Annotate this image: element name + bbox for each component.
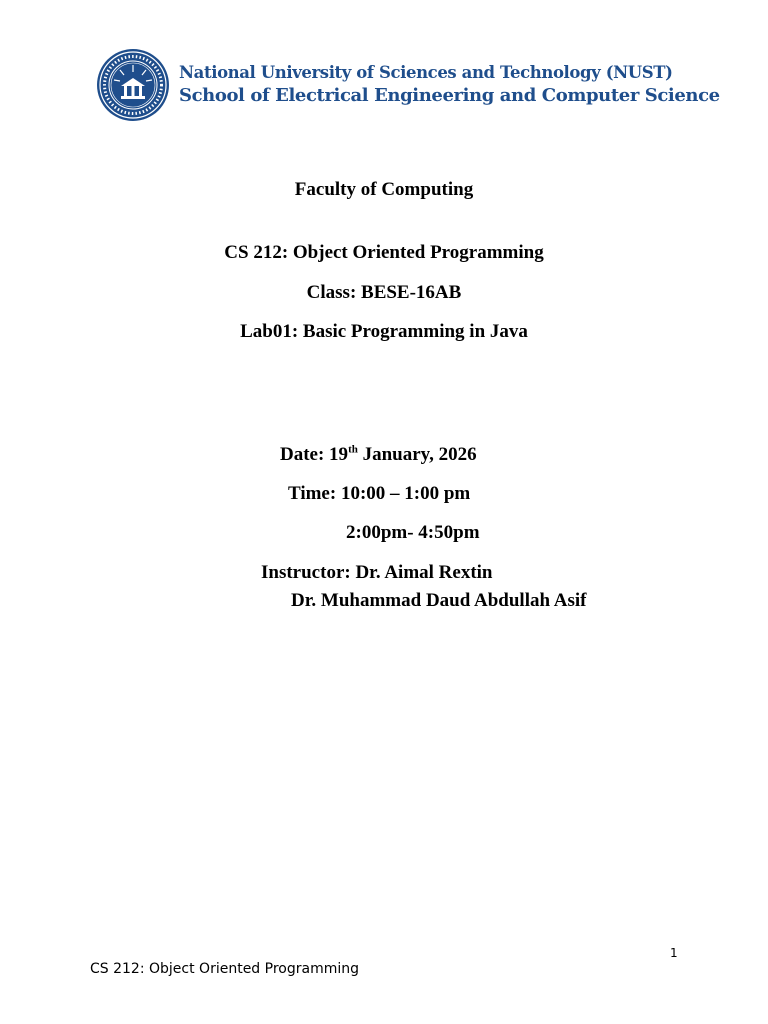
course-title: CS 212: Object Oriented Programming bbox=[224, 242, 544, 263]
instructor-line-2: Dr. Muhammad Daud Abdullah Asif bbox=[291, 590, 587, 611]
lab-title: Lab01: Basic Programming in Java bbox=[240, 321, 528, 342]
date-prefix: Date: 19 bbox=[280, 444, 349, 465]
time-line-2: 2:00pm- 4:50pm bbox=[346, 522, 480, 543]
faculty-title: Faculty of Computing bbox=[294, 179, 474, 200]
school-name: School of Electrical Engineering and Computer Science bbox=[179, 85, 720, 106]
date-line bbox=[280, 444, 477, 466]
header-titles bbox=[179, 62, 720, 107]
nust-seal-icon bbox=[96, 48, 170, 122]
class-label: Class: BESE-16AB bbox=[306, 282, 462, 303]
page-header bbox=[96, 48, 720, 126]
date-superscript: th bbox=[348, 443, 358, 456]
university-name: National University of Sciences and Technology (NUST) bbox=[179, 63, 673, 82]
time-line-1: Time: 10:00 – 1:00 pm bbox=[288, 483, 471, 504]
page-number: 1 bbox=[670, 946, 678, 960]
instructor-line-1: Instructor: Dr. Aimal Rextin bbox=[261, 562, 493, 583]
footer-text: CS 212: Object Oriented Programming bbox=[90, 961, 359, 977]
date-suffix: January, 2026 bbox=[357, 444, 477, 465]
